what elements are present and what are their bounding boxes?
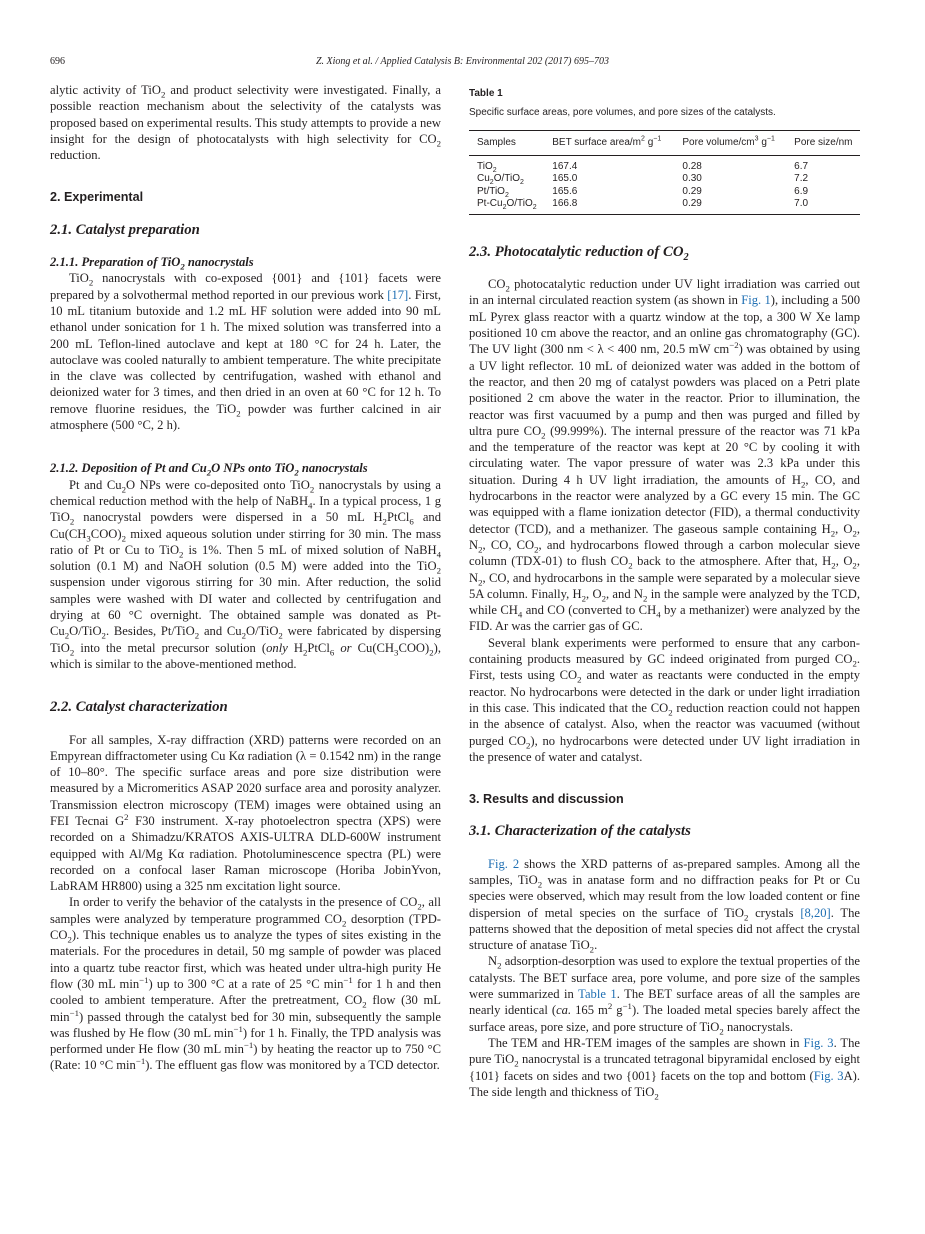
right-column	[469, 86, 860, 1100]
cell-sample: Pt/TiO$_2$	[477, 185, 509, 199]
cell-sample: $Pt-Cu_2O/TiO_2$	[469, 198, 544, 214]
table-row	[469, 155, 860, 173]
cell-sample: TiO$_2$	[477, 160, 497, 174]
table-1-link[interactable]: Table 1	[578, 987, 617, 1002]
intro-end-paragraph: alytic activity of TiO$_2$ and product selectivity were investigated. Finally, a possible reaction mechanism about the selectivity of the catalysts was proposed based on experimental results. This study attempts to provide a new insight for the design of photocatalysts with high selectivity for $CO_2$ reduction.	[50, 83, 442, 163]
paragraph-photocatalytic-setup: $CO_2$ photocatalytic reduction under UV light irradiation was carried out in an internal circulated reaction system (as shown in Fig. 1), including a 500 mL Pyrex glass reactor with a quartz window at the top, a 300 W Xe lamp positioned 10 cm above the reactor, and an online gas chromatography (GC). The UV light (300 nm < λ < 400 nm, 20.5 mW $cm^{-2}$) was obtained by using a UV light reflector. 10 mL of deionized water was added in the bottom of the reactor, and then 20 mg of catalyst powders was placed on a Petri plate positioned 2 cm above the water in the reactor. Prior to illumination, the reactor was first vacuumed by a pump and then was purged and filled by ultra pure $CO_2$ (99.999%). The internal pressure of the reactor was 71 kPa and the temperature of the reactor was kept at 20 °C by cooling it with circulating water. The vapor pressure of water was 2.3 kPa under this situation. During 4 h UV light irradiation, the amounts of $H_2$, CO, and hydrocarbons in the reactor were analyzed by a GC every 15 min. The GC was equipped with a flame ionization detector (FID), a thermal conductivity detector (TCD), and a methanizer. The gaseous sample containing $H_2$, $O_2$, $N_2$, CO, $CO_2$, and hydrocarbons flowed through a carbon molecular sieve column (TDX-01) to flush $CO_2$ back to the atmosphere. After that, $H_2$, $O_2$, $N_2$, CO, and hydrocarbons in the sample were separated by a molecular sieve 5A column. Finally, $H_2$, $O_2$, and $N_2$ in the sample were analyzed by the TCD, while $CH_4$ and CO (converted to $CH_4$ by a methanizer) were analyzed by the FID. Ar was the carrier gas of GC.	[469, 277, 861, 634]
cell-bet: 167.4	[552, 160, 578, 172]
fig-3a-link[interactable]: Fig. 3	[813, 1068, 844, 1083]
subsection-heading-characterization-results: 3.1. Characterization of the catalysts	[469, 823, 691, 840]
fig-1-link[interactable]: Fig. 1	[741, 293, 771, 308]
fig-3-link[interactable]: Fig. 3	[803, 1035, 834, 1050]
subsection-heading-characterization: 2.2. Catalyst characterization	[50, 699, 228, 716]
section-heading-results: 3. Results and discussion	[469, 792, 624, 807]
paragraph-characterization: For all samples, X-ray diffraction (XRD) patterns were recorded on an Empyrean diffractometer using Cu Kα radiation (λ = 0.1542 nm) in the range of 10–80°. The specific surface areas and pore size distribution were measured by a Micromeritics ASAP 2020 surface area and porosity analyzer. Transmission electron microscopy (TEM) images were obtained using an FEI Tecnai $G^2$ F30 instrument. X-ray photoelectron spectra (XPS) were recorded on a Shimadzu/KRATOS AXIS-ULTRA DLD-600W instrument equipped with Al/Mg Kα radiation. Photoluminescence spectra (PL) were recorded on a confocal laser Raman microscope (Horiba JobinYvon, LabRAM HR800) using a 325 nm excitation light source.	[50, 732, 441, 894]
cell-sample: $Cu_2O/TiO_2$	[477, 173, 524, 187]
paragraph-bet-results: $N_2$ adsorption-desorption was used to explore the textual properties of the catalysts. The BET surface area, pore volume, and pore size of the samples were summarized in Table 1. The BET surface areas of all the samples are nearly identical (ca. 165 $m^2$ $g^{-1}$). The loaded metal species barely affect the surface areas, pore size, and pore structure of TiO$_2$ nanocrystals.	[469, 954, 861, 1037]
cell-pore-size: 7.0	[786, 198, 860, 214]
paragraph-deposition: Pt and $Cu_2O$ NPs were co-deposited onto TiO$_2$ nanocrystals by using a chemical reduction method with the help of NaBH$_4$. In a typical process, 1 g TiO$_2$ nanocrystal powders were dispersed in a 50 mL $H_2PtCl_6$ and $Cu(CH_3COO)_2$ mixed aqueous solution under stirring for 30 min. The mass ratio of Pt or Cu to TiO$_2$ is 1%. Then 5 mL of mixed solution of NaBH$_4$ solution (0.1 M) and NaOH solution (0.5 M) were added into the TiO$_2$ suspension under vigorous stirring for 30 min. After reduction, the solid samples were washed with DI water and collected by centrifugation and drying at 60 °C overnight. The obtained sample was donated as $Pt-Cu_2O/TiO_2$. Besides, Pt/TiO$_2$ and $Cu_2O/TiO_2$ were fabricated by dispersing TiO$_2$ into the metal precursor solution (only $H_2PtCl_6$ or $Cu(CH_3COO)_2$), which is similar to the above-mentioned method.	[50, 477, 442, 671]
cell-bet: 165.6	[552, 185, 578, 197]
table-header-row	[469, 130, 860, 155]
cell-pore-size: 7.2	[794, 173, 809, 185]
paragraph-tpd: In order to verify the behavior of the catalysts in the presence of $CO_2$, all samples were analyzed by temperature programmed $CO_2$ desorption $(TPD-CO_2)$. This technique enables us to analyze the types of sites existing in the materials. For the procedures in detail, 50 mg sample of powder was placed into a quartz tube reactor first, which was heated under ultra-high purity He flow (30 mL $\min^{-1}$) up to 300 °C at a rate of 25 °C $\min^{-1}$ for 1 h and then cooled to ambient temperature. After the pretreatment, $CO_2$ flow (30 mL $\min^{-1}$) passed through the catalyst bed for 30 min, subsequently the sample was flushed by He flow (30 mL $\min^{-1}$) for 1 h. Finally, the TPD analysis was performed under He flow (30 mL $\min^{-1}$) by heating the reactor up to 750 °C (Rate: 10 °C $\min^{-1}$). The effluent gas flow was monitored by a TCD detector.	[50, 895, 441, 1073]
left-column	[50, 82, 441, 1074]
header-pore-size: Pore size/nm	[786, 130, 860, 155]
fig-2-link[interactable]: Fig. 2	[488, 856, 520, 871]
table-row	[469, 198, 860, 214]
subsubsection-heading-tio2: 2.1.1. Preparation of TiO$_2$ nanocrystals	[50, 255, 254, 272]
header-samples: Samples	[469, 130, 544, 155]
table-row	[469, 186, 860, 199]
cell-bet: 165.0	[552, 173, 578, 185]
subsection-heading-catalyst-preparation: 2.1. Catalyst preparation	[50, 221, 200, 238]
section-heading-experimental: 2. Experimental	[50, 190, 144, 205]
cell-bet: 166.8	[544, 198, 674, 214]
ref-17-link[interactable]: [17]	[387, 287, 409, 302]
table-caption: Specific surface areas, pore volumes, and pore sizes of the catalysts.	[469, 107, 776, 119]
subsection-heading-photocatalytic: 2.3. Photocatalytic reduction of $CO_2$	[469, 243, 689, 263]
cell-pore-volume: 0.30	[682, 173, 702, 185]
header-bet: BET surface area/$m^2$ $g^{-1}$	[544, 130, 674, 155]
subsubsection-heading-deposition: 2.1.2. Deposition of Pt and $Cu_2O$ NPs onto TiO$_2$ nanocrystals	[50, 461, 368, 478]
header-pore-volume: Pore volume/$cm^3$ $g^{-1}$	[674, 130, 786, 155]
cell-pore-volume: 0.29	[674, 198, 786, 214]
cell-pore-size: 6.7	[794, 160, 809, 172]
paragraph-xrd-results: Fig. 2 shows the XRD patterns of as-prepared samples. Among all the samples, TiO$_2$ was in anatase form and no diffraction peaks for Pt or Cu species were observed, which may result from the low loaded content or fine dispersion of metal species on the surface of TiO$_2$ crystals [8,20]. The patterns showed that the deposition of metal species did not affect the crystal structure of anatase TiO$_2$.	[469, 856, 860, 955]
table-row	[469, 173, 860, 186]
cell-pore-volume: 0.29	[682, 185, 702, 197]
cell-pore-size: 6.9	[794, 185, 809, 197]
paragraph-blank-experiments: Several blank experiments were performed to ensure that any carbon-containing products measured by GC indeed originated from purged $CO_2$. First, tests using $CO_2$ and water as reactants were conducted in the empty reactor. No hydrocarbons were detected in the dark or under light irradiation in this case. This indicated that the $CO_2$ reduction reaction could not happen in the absence of catalyst. Also, when the reactor was vacuumed (without purged $CO_2$), no hydrocarbons were detected under UV light irradiation in the presence of water and catalyst.	[469, 635, 861, 764]
table-label: Table 1	[469, 88, 503, 99]
paragraph-tem-results: The TEM and HR-TEM images of the samples are shown in Fig. 3. The pure TiO$_2$ nanocrystal is a truncated tetragonal bipyramidal enclosed by eight {101} facets on sides and two {001} facets on the top and bottom (Fig. 3A). The side length and thickness of TiO$_2$	[469, 1035, 860, 1102]
page-number: 696	[50, 56, 65, 67]
table-1	[469, 86, 860, 215]
table-data	[469, 130, 860, 215]
paragraph-tio2-prep: TiO$_2$ nanocrystals with co-exposed {001} and {101} facets were prepared by a solvothermal method reported in our previous work [17]. First, 10 mL titanium butoxide and 1.2 mL HF solution were added into 90 mL ethanol under sonication for 1 h. The mixed solution was transferred into a 200 mL Teflon-lined autoclave and kept at 180 °C for 24 h. Later, the autoclave was cooled naturally to ambient temperature. The white precipitate in the clave was collected by centrifugation, washed with ethanol and deionized water for 3 times, and then dried in an oven at 60 °C for 12 h. To remove fluorine residues, the TiO$_2$ powder was further calcined in air atmosphere (500 °C, 2 h).	[50, 271, 441, 433]
ref-8-20-link[interactable]: [8,20]	[800, 905, 831, 920]
running-title: Z. Xiong et al. / Applied Catalysis B: Environmental 202 (2017) 695–703	[315, 56, 610, 67]
cell-pore-volume: 0.28	[682, 160, 702, 172]
